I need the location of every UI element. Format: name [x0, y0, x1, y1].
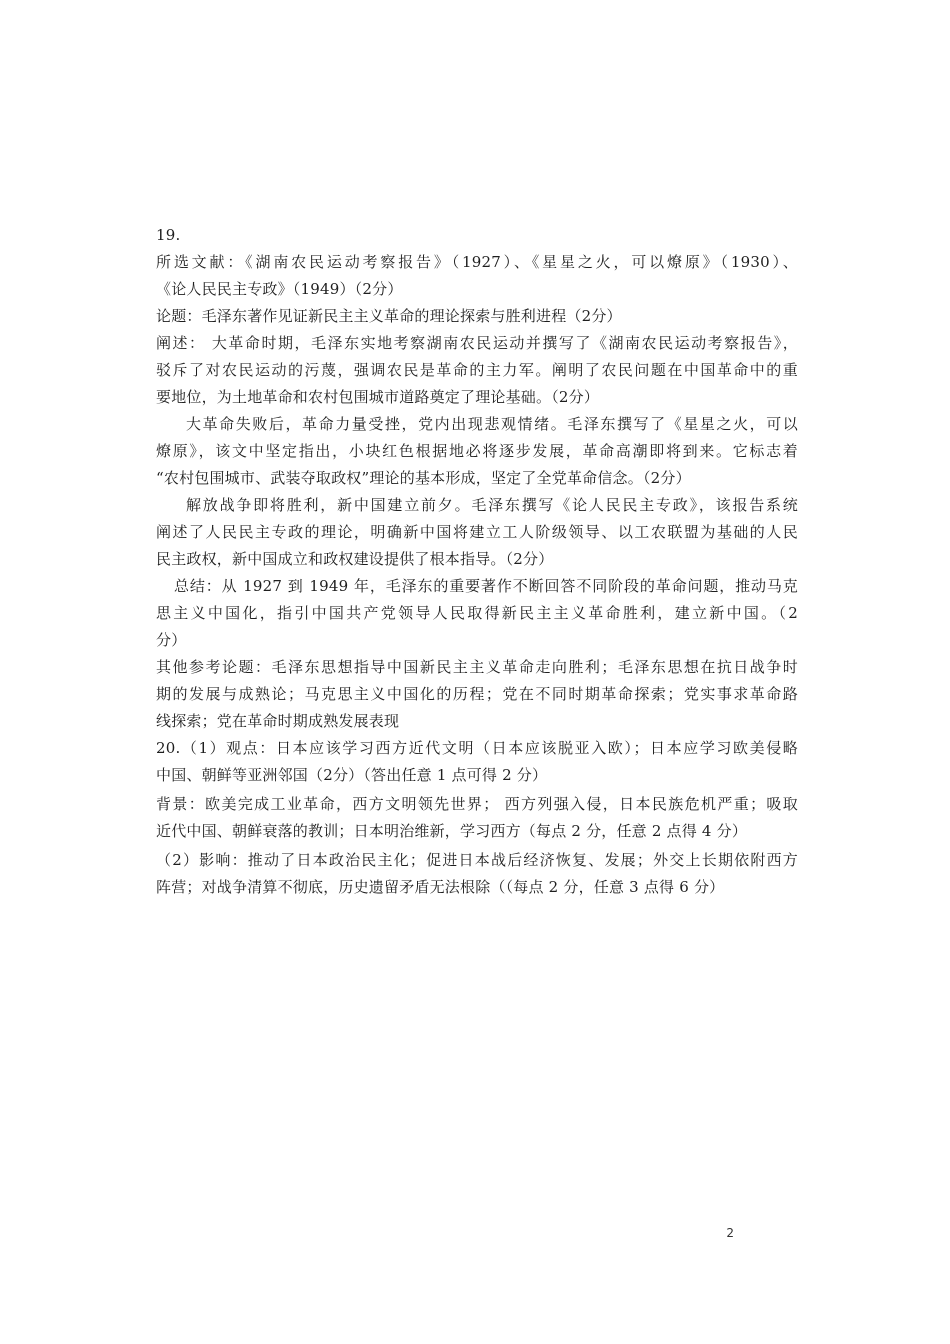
q19-elaboration-p1-line-1: 阐述： 大革命时期，毛泽东实地考察湖南农民运动并撰写了《湖南农民运动考察报告》，: [156, 334, 798, 352]
q19-elaboration-p2-line-3: “农村包围城市、武装夺取政权”理论的基本形成，坚定了全党革命信念。（2分）: [156, 469, 691, 487]
q19-elaboration-p1-line-3: 要地位，为土地革命和农村包围城市道路奠定了理论基础。（2分）: [156, 388, 600, 406]
q19-summary-line-3: 分）: [156, 631, 187, 649]
q20-part2-line-1: （2）影响：推动了日本政治民主化；促进日本战后经济恢复、发展；外交上长期依附西方: [156, 851, 798, 869]
q20-background-line-2: 近代中国、朝鲜衰落的教训；日本明治维新，学习西方（每点 2 分，任意 2 点得 4 分）: [156, 822, 748, 840]
answer-content: [156, 222, 798, 901]
q19-elaboration-p2-line-1: 大革命失败后，革命力量受挫，党内出现悲观情绪。毛泽东撰写了《星星之火，可以: [186, 415, 798, 433]
q19-elaboration-p3-line-1: 解放战争即将胜利，新中国建立前夕。毛泽东撰写《论人民民主专政》，该报告系统: [186, 496, 798, 514]
q19-elaboration-p1-line-2: 驳斥了对农民运动的污蔑，强调农民是革命的主力军。阐明了农民问题在中国革命中的重: [156, 361, 798, 379]
q19-selected-works-line-1: 所选文献：《湖南农民运动考察报告》（1927）、《星星之火，可以燎原》（1930）、: [156, 253, 798, 271]
q19-elaboration-p2-line-2: 燎原》，该文中坚定指出，小块红色根据地必将逐步发展，革命高潮即将到来。它标志着: [156, 442, 798, 460]
q19-other-topics-line-3: 线探索；党在革命时期成熟发展表现: [156, 712, 400, 730]
question-19-number: 19.: [156, 226, 181, 244]
q19-other-topics-line-1: 其他参考论题：毛泽东思想指导中国新民主主义革命走向胜利；毛泽东思想在抗日战争时: [156, 658, 798, 676]
q19-summary-line-2: 思主义中国化，指引中国共产党领导人民取得新民主主义革命胜利，建立新中国。（2: [156, 604, 798, 622]
q20-part2-line-2: 阵营；对战争清算不彻底，历史遗留矛盾无法根除（（每点 2 分，任意 3 点得 6 分）: [156, 878, 725, 896]
q19-elaboration-p3-line-3: 民主政权，新中国成立和政权建设提供了根本指导。（2分）: [156, 550, 554, 568]
q19-other-topics-line-2: 期的发展与成熟论；马克思主义中国化的历程；党在不同时期革命探索；党实事求革命路: [156, 685, 798, 703]
q20-part1-line-1: 20.（1）观点：日本应该学习西方近代文明（日本应该脱亚入欧）；日本应学习欧美侵略: [156, 739, 798, 757]
q20-part1-line-2: 中国、朝鲜等亚洲邻国（2分）（答出任意 1 点可得 2 分）: [156, 766, 548, 784]
page-number: 2: [726, 1226, 734, 1240]
q19-elaboration-p3-line-2: 阐述了人民民主专政的理论，明确新中国将建立工人阶级领导、以工农联盟为基础的人民: [156, 523, 798, 541]
q19-selected-works-line-2: 《论人民民主专政》（1949）（2分）: [156, 280, 403, 298]
q19-thesis: 论题：毛泽东著作见证新民主主义革命的理论探索与胜利进程（2分）: [156, 307, 622, 325]
q20-background-line-1: 背景：欧美完成工业革命，西方文明领先世界； 西方列强入侵，日本民族危机严重；吸取: [156, 795, 798, 813]
q19-summary-line-1: 总结：从 1927 到 1949 年，毛泽东的重要著作不断回答不同阶段的革命问题，推动马克: [174, 577, 798, 595]
